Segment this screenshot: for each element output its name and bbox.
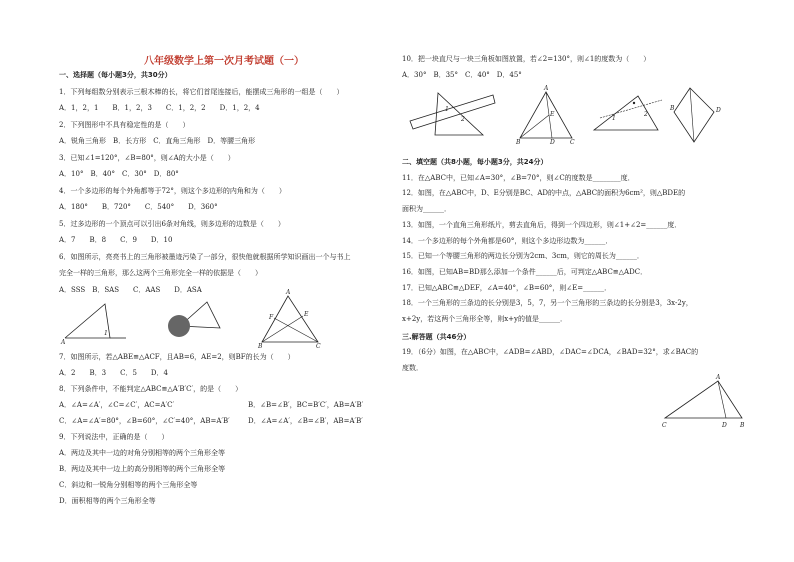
text-line: D．面积相等的两个三角形全等 [59, 497, 156, 505]
figure-q6-ink [165, 298, 225, 343]
text-line: 二、填空题（共8小题，每小题3分，共24分） [402, 158, 548, 166]
text-line: A．两边及其中一边的对角分别相等的两个三角形全等 [59, 449, 226, 457]
text-line: 完全一样的三角形，那么这两个三角形完全一样的依据是（ ） [59, 269, 262, 277]
text-line: 15．已知一个等腰三角形的两边长分别为2cm、3cm，则它的周长为______． [402, 252, 644, 261]
figure-q16 [670, 84, 730, 146]
text-line: 14．一个多边形的每个外角都是60°，则这个多边形边数为______． [402, 236, 613, 245]
text-line: 三.解答题（共46分） [402, 332, 471, 341]
page-title: 八年级数学上第一次月考试题（一） [144, 56, 304, 67]
text-line: 面积为______． [402, 205, 451, 214]
svg-text:B: B [740, 422, 745, 429]
text-line: A．180° B．720° C．540° D．360° [59, 203, 218, 211]
svg-text:D: D [550, 139, 555, 146]
text-line: 11．在△ABC中，已知∠A=30°，∠B=70°，则∠C的度数是________度． [402, 173, 635, 182]
text-line: 5．过多边形的一个顶点可以引出6条对角线，则多边形的边数是（ ） [59, 219, 285, 228]
text-line: A．7 B．8 C．9 D．10 [59, 236, 173, 244]
text-line: B．两边及其中一边上的高分别相等的两个三角形全等 [59, 465, 226, 473]
svg-text:D: D [716, 107, 721, 114]
svg-text:E: E [550, 111, 555, 118]
text-line: A．SSS B．SAS C．AAS D．ASA [59, 285, 202, 294]
text-line: 4．一个多边形的每个外角都等于72°，则这个多边形的内角和为（ ） [59, 186, 286, 195]
svg-text:A: A [286, 289, 291, 296]
svg-text:A: A [716, 374, 721, 381]
option-8b: B．∠B=∠B′，BC=B′C′，AB=A′B′ [248, 401, 364, 409]
text-line: A．锐角三角形 B．长方形 C．直角三角形 D．等腰三角形 [59, 137, 256, 145]
text-line: A．30° B．35° C．40° D．45° [402, 71, 522, 79]
svg-text:B: B [516, 139, 521, 146]
text-line: A．∠A=∠A′，∠C=∠C′，AC=A′C′ [59, 401, 175, 409]
text-line: 16．如图，已知AB=BD那么添加一个条件______后，可判定△ABC≌△ADC． [402, 267, 648, 276]
figure-q6-triangle [60, 300, 130, 345]
svg-text:C: C [662, 422, 667, 429]
svg-text:2: 2 [461, 116, 465, 123]
text-line: 度数． [402, 364, 423, 373]
text-line: 1．下列每组数分别表示三根木棒的长，将它们首尾连接后，能摆成三角形的一组是（ ） [59, 87, 344, 96]
svg-text:A: A [544, 85, 549, 92]
svg-text:D: D [722, 422, 727, 429]
text-line: C．∠A=∠A′=80°，∠B=60°，∠C′=40°，AB=A′B′ [59, 417, 230, 425]
figure-q12 [510, 85, 580, 146]
svg-text:1: 1 [104, 330, 108, 337]
text-line: 18．一个三角形的三条边的长分别是3，5，7，另一个三角形的三条边的长分别是3，3x-2y， [402, 299, 693, 308]
svg-text:A: A [61, 339, 66, 346]
text-line: 3．已知∠1=120°，∠B=80°，则∠A的大小是（ ） [59, 153, 235, 162]
figure-q10 [405, 85, 495, 140]
figure-q7 [258, 289, 328, 350]
svg-text:B: B [670, 105, 675, 112]
text-line: C．斜边和一锐角分别相等的两个三角形全等 [59, 481, 198, 489]
figure-q13 [590, 90, 665, 135]
text-line: x+2y，若这两个三角形全等，则x+y的值是______． [402, 315, 567, 323]
svg-text:E: E [304, 311, 309, 318]
text-line: A．10° B．40° C．30° D．80° [59, 170, 179, 178]
svg-text:C: C [570, 139, 575, 146]
svg-text:1: 1 [445, 106, 449, 113]
svg-text:F: F [269, 314, 274, 321]
text-line: 6．如图所示，亮亮书上的三角形被墨迹污染了一部分，很快他就根据所学知识画出一个与书上 [59, 252, 351, 261]
text-line: 17．已知△ABC≌△DEF，∠A=40°，∠B=60°，则∠E=______． [402, 283, 612, 292]
svg-text:B: B [258, 343, 263, 350]
text-line: 8．下列条件中，不能判定△ABC≌△A′B′C′，的是（ ） [59, 385, 243, 393]
svg-text:2: 2 [644, 111, 648, 118]
text-line: A．1，2，1 B．1，2，3 C．1，2，2 D．1，2，4 [59, 104, 260, 112]
text-line: 9．下列说法中，正确的是（ ） [59, 433, 169, 441]
text-line: 12．如图，在△ABC中，D、E分别是BC、AD的中点，△ABC的面积为6cm²，则△BDE的 [402, 189, 686, 198]
svg-text:1: 1 [612, 115, 616, 122]
text-line: 7．如图所示，若△ABE≌△ACF，且AB=6，AE=2，则BF的长为（ ） [59, 353, 295, 361]
text-line: 13．如图，一个直角三角形纸片，剪去直角后，得到一个四边形，则∠1+∠2=______度． [402, 220, 682, 229]
svg-text:C: C [316, 343, 321, 350]
text-line: A．2 B．3 C．5 D．4 [59, 369, 168, 377]
figure-q19 [660, 375, 750, 427]
option-8d: D．∠A=∠A′，∠B=∠B′，AB=A′B′ [248, 417, 363, 425]
text-line: 一、选择题（每小题3分，共30分） [59, 71, 172, 79]
text-line: 10．把一块直尺与一块三角板如图放置，若∠2=130°，则∠1的度数为（ ） [402, 55, 651, 63]
text-line: 2．下列图形中不具有稳定性的是（ ） [59, 120, 190, 129]
text-line: 19．（6分）如图，在△ABC中，∠ADB=∠ABD，∠DAC=∠DCA，∠BAD=32°，求∠BAC的 [402, 348, 699, 357]
